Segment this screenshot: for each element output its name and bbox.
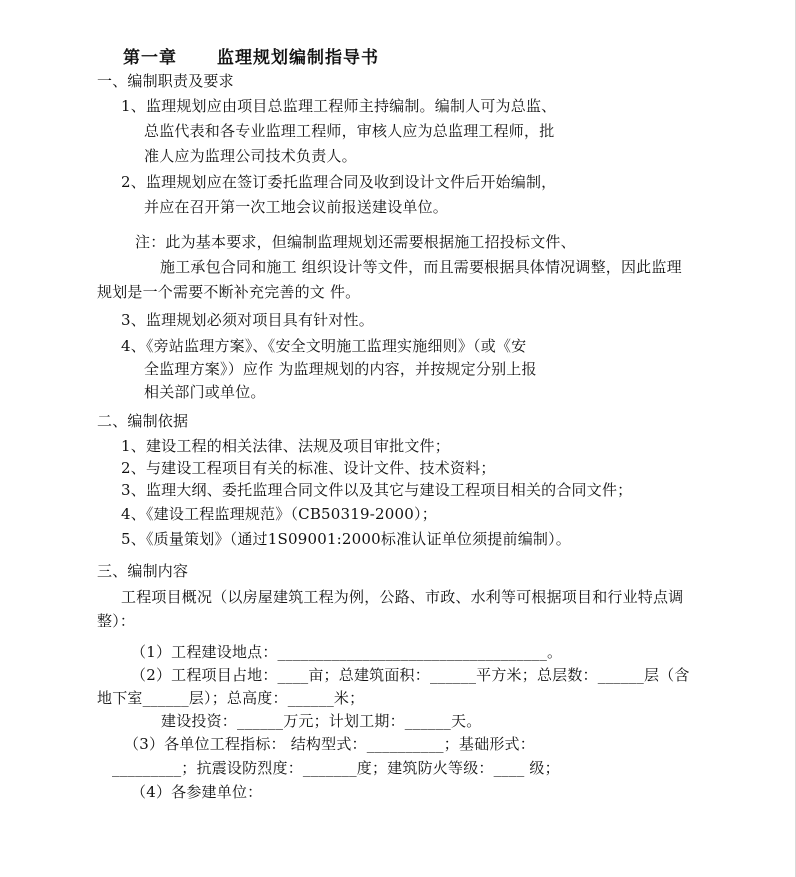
form-line: （3）各单位工程指标： 结构型式：__________；基础形式： (124, 735, 535, 753)
paragraph-line: 总监代表和各专业监理工程师，审核人应为总监理工程师，批 (144, 122, 555, 140)
paragraph-line: 3、监理规划必须对项目具有针对性。 (121, 311, 374, 329)
form-line: 建设投资：______万元；计划工期：______天。 (161, 712, 482, 730)
section-heading: 二、编制依据 (97, 412, 189, 430)
chapter-name: 监理规划编制指导书 (217, 48, 379, 68)
list-item: 2、与建设工程项目有关的标准、设计文件、技术资料； (121, 459, 496, 477)
form-line: _________；抗震设防烈度：_______度；建筑防火等级：____ 级； (112, 759, 560, 777)
list-item: 5、《质量策划》（通过1S09001:2000标准认证单位须提前编制）。 (121, 530, 572, 548)
form-line: 地下室______层）；总高度：______米； (97, 689, 365, 707)
note-line: 规划是一个需要不断补充完善的文 件。 (97, 283, 361, 301)
form-line: （1）工程建设地点：___________________________________。 (131, 643, 563, 661)
section-heading: 一、编制职责及要求 (97, 72, 234, 90)
chapter-number: 第一章 (123, 48, 177, 68)
note-line: 施工承包合同和施工 组织设计等文件，而且需要根据具体情况调整，因此监理 (160, 258, 682, 276)
paragraph-line: 2、监理规划应在签订委托监理合同及收到设计文件后开始编制， (121, 173, 557, 191)
form-line: （2）工程项目占地：____亩；总建筑面积：______平方米；总层数：______层（含 (131, 666, 690, 684)
paragraph-line: 整）： (97, 612, 136, 630)
paragraph-line: 工程项目概况（以房屋建筑工程为例，公路、市政、水利等可根据项目和行业特点调 (121, 588, 684, 606)
paragraph-line: 并应在召开第一次工地会议前报送建设单位。 (144, 198, 449, 216)
note-line: 注：此为基本要求，但编制监理规划还需要根据施工招投标文件、 (135, 233, 576, 251)
paragraph-line: 4、《旁站监理方案》、《安全文明施工监理实施细则》（或《安 (121, 337, 527, 355)
chapter-title (123, 48, 379, 68)
list-item: 4、《建设工程监理规范》（CB50319-2000）； (121, 505, 437, 523)
paragraph-line: 准人应为监理公司技术负责人。 (144, 147, 357, 165)
list-item: 3、监理大纲、委托监理合同文件以及其它与建设工程项目相关的合同文件； (121, 481, 633, 499)
list-item: 1、建设工程的相关法律、法规及项目审批文件； (121, 437, 450, 455)
paragraph-line: 全监理方案》）应作 为监理规划的内容，并按规定分别上报 (144, 360, 537, 378)
paragraph-line: 相关部门或单位。 (144, 383, 266, 401)
section-heading: 三、编制内容 (97, 562, 189, 580)
paragraph-line: 1、监理规划应由项目总监理工程师主持编制。编制人可为总监、 (121, 97, 557, 115)
form-line: （4）各参建单位： (131, 783, 263, 801)
